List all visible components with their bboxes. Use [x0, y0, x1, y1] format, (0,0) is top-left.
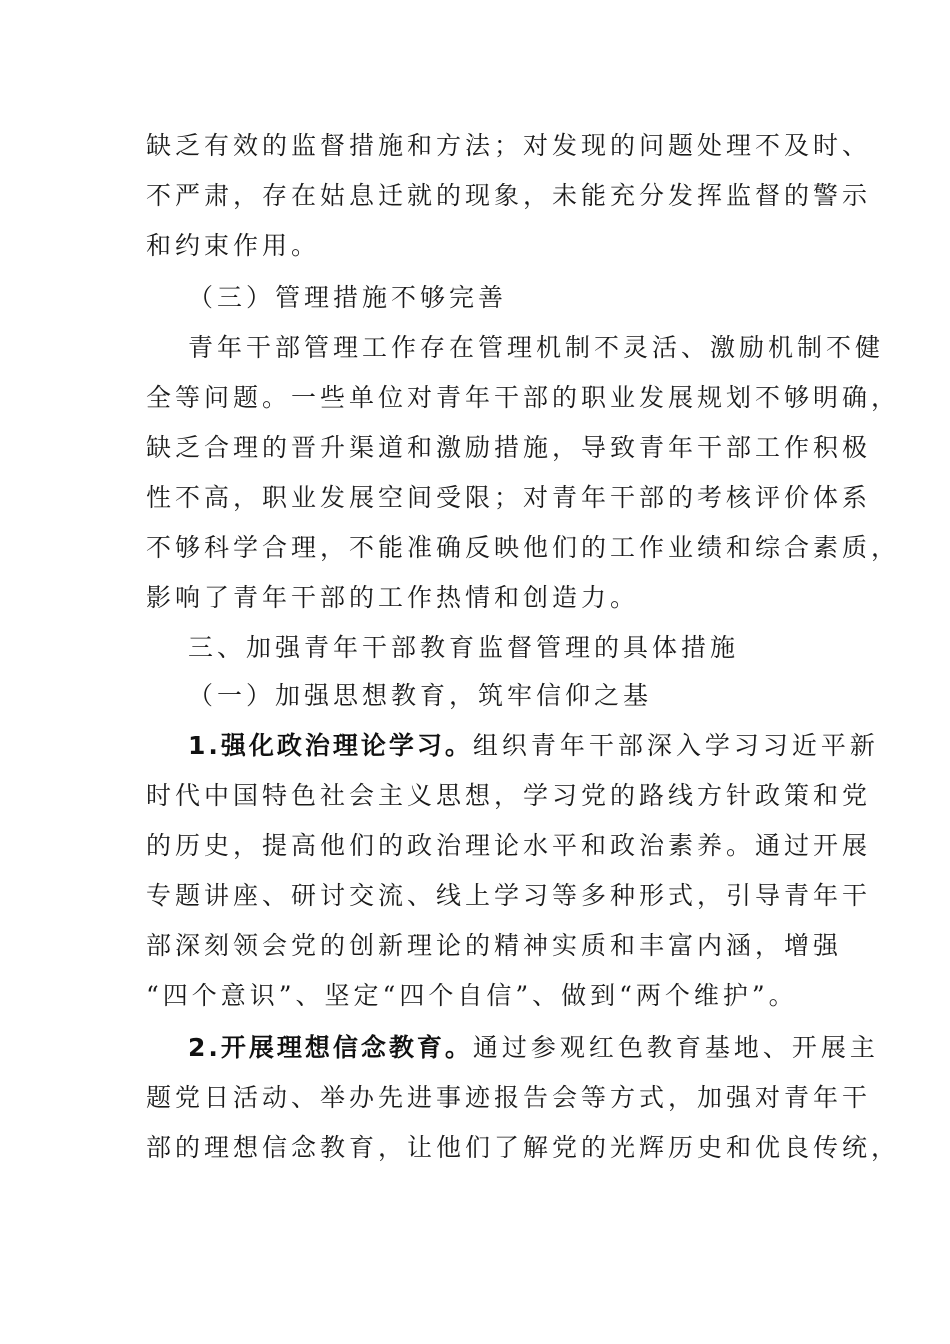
text-line: 的历史，提高他们的政治理论水平和政治素养。通过开展	[146, 831, 872, 860]
text-line	[188, 1028, 879, 1068]
text-line: 部的理想信念教育，让他们了解党的光辉历史和优良传统，	[146, 1133, 901, 1162]
item-lead-2: 2.开展理想信念教育。	[188, 1033, 473, 1062]
text-line: 题党日活动、举办先进事迹报告会等方式，加强对青年干	[146, 1083, 872, 1112]
text-line: “四个意识”、坚定“四个自信”、做到“两个维护”。	[146, 981, 798, 1010]
text-line: 性不高，职业发展空间受限；对青年干部的考核评价体系	[146, 483, 872, 512]
text-line: 和约束作用。	[146, 231, 321, 260]
item-text-1: 组织青年干部深入学习习近平新	[472, 731, 879, 760]
text-line: 全等问题。一些单位对青年干部的职业发展规划不够明确，	[146, 383, 901, 412]
section-heading: （三）管理措施不够完善	[188, 283, 508, 312]
chapter-heading: 三、加强青年干部教育监督管理的具体措施	[188, 633, 740, 662]
text-line: 不够科学合理，不能准确反映他们的工作业绩和综合素质，	[146, 533, 901, 562]
text-line: 部深刻领会党的创新理论的精神实质和丰富内涵，增强	[146, 931, 843, 960]
text-line	[188, 726, 879, 766]
text-line: 缺乏有效的监督措施和方法；对发现的问题处理不及时、	[146, 131, 872, 160]
text-line: 缺乏合理的晋升渠道和激励措施，导致青年干部工作积极	[146, 433, 872, 462]
text-line: 专题讲座、研讨交流、线上学习等多种形式，引导青年干	[146, 881, 872, 910]
section-heading: （一）加强思想教育，筑牢信仰之基	[188, 681, 653, 710]
item-text-2: 通过参观红色教育基地、开展主	[472, 1033, 879, 1062]
text-line: 不严肃，存在姑息迁就的现象，未能充分发挥监督的警示	[146, 181, 872, 210]
text-line: 青年干部管理工作存在管理机制不灵活、激励机制不健	[188, 333, 885, 362]
text-line: 时代中国特色社会主义思想，学习党的路线方针政策和党	[146, 781, 872, 810]
item-lead-1: 1.强化政治理论学习。	[188, 731, 473, 760]
text-line: 影响了青年干部的工作热情和创造力。	[146, 583, 640, 612]
